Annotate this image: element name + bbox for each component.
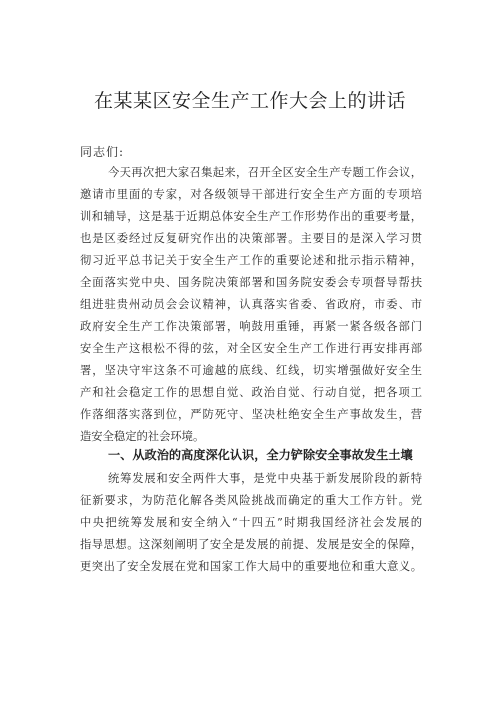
paragraph-1-line: 训和辅导，这是基于近期总体安全生产工作形势作出的重要考量， — [80, 210, 422, 223]
section-heading-1: 一、从政治的高度深化认识，全力铲除安全事故发生土壤 — [108, 448, 413, 462]
paragraph-1-line: 造安全稳定的社会环境。 — [80, 430, 205, 443]
paragraph-1-line: 署，坚决守牢这条不可逾越的底线、红线，切实增强做好安全生 — [80, 364, 422, 377]
paragraph-2-line: 指导思想。这深刻阐明了安全是发展的前提、发展是安全的保障， — [80, 538, 422, 551]
paragraph-1-line: 作落细落实落到位，严防死守、坚决杜绝安全生产事故发生，营 — [80, 408, 422, 421]
document-title: 在某某区安全生产工作大会上的讲话 — [93, 90, 406, 112]
paragraph-2-line: 中央把统筹发展和安全纳入“十四五”时期我国经济社会发展的 — [80, 516, 422, 529]
paragraph-2-line: 统筹发展和安全两件大事，是党中央基于新发展阶段的新特 — [108, 472, 422, 485]
salutation: 同志们: — [80, 145, 125, 159]
paragraph-1-line: 今天再次把大家召集起来，召开全区安全生产专题工作会议， — [108, 166, 422, 179]
paragraph-1-line: 也是区委经过反复研究作出的决策部署。主要目的是深入学习贯 — [80, 232, 422, 245]
paragraph-1-line: 产和社会稳定工作的思想自觉、政治自觉、行动自觉，把各项工 — [80, 386, 422, 399]
paragraph-2-line: 征新要求，为防范化解各类风险挑战而确定的重大工作方针。党 — [80, 494, 422, 507]
paragraph-1-line: 政府安全生产工作决策部署，响鼓用重锤，再紧一紧各级各部门 — [80, 320, 422, 333]
paragraph-1-line: 彻习近平总书记关于安全生产工作的重要论述和批示指示精神， — [80, 254, 422, 267]
paragraph-1-line: 邀请市里面的专家，对各级领导干部进行安全生产方面的专项培 — [80, 188, 422, 201]
paragraph-1-line: 组进驻贵州动员会会议精神，认真落实省委、省政府，市委、市 — [80, 298, 422, 311]
paragraph-2-line: 更突出了安全发展在党和国家工作大局中的重要地位和重大意义。 — [80, 560, 422, 573]
paragraph-1-line: 安全生产这根松不得的弦，对全区安全生产工作进行再安排再部 — [80, 342, 422, 355]
paragraph-1-line: 全面落实党中央、国务院决策部署和国务院安委会专项督导帮扶 — [80, 276, 422, 289]
